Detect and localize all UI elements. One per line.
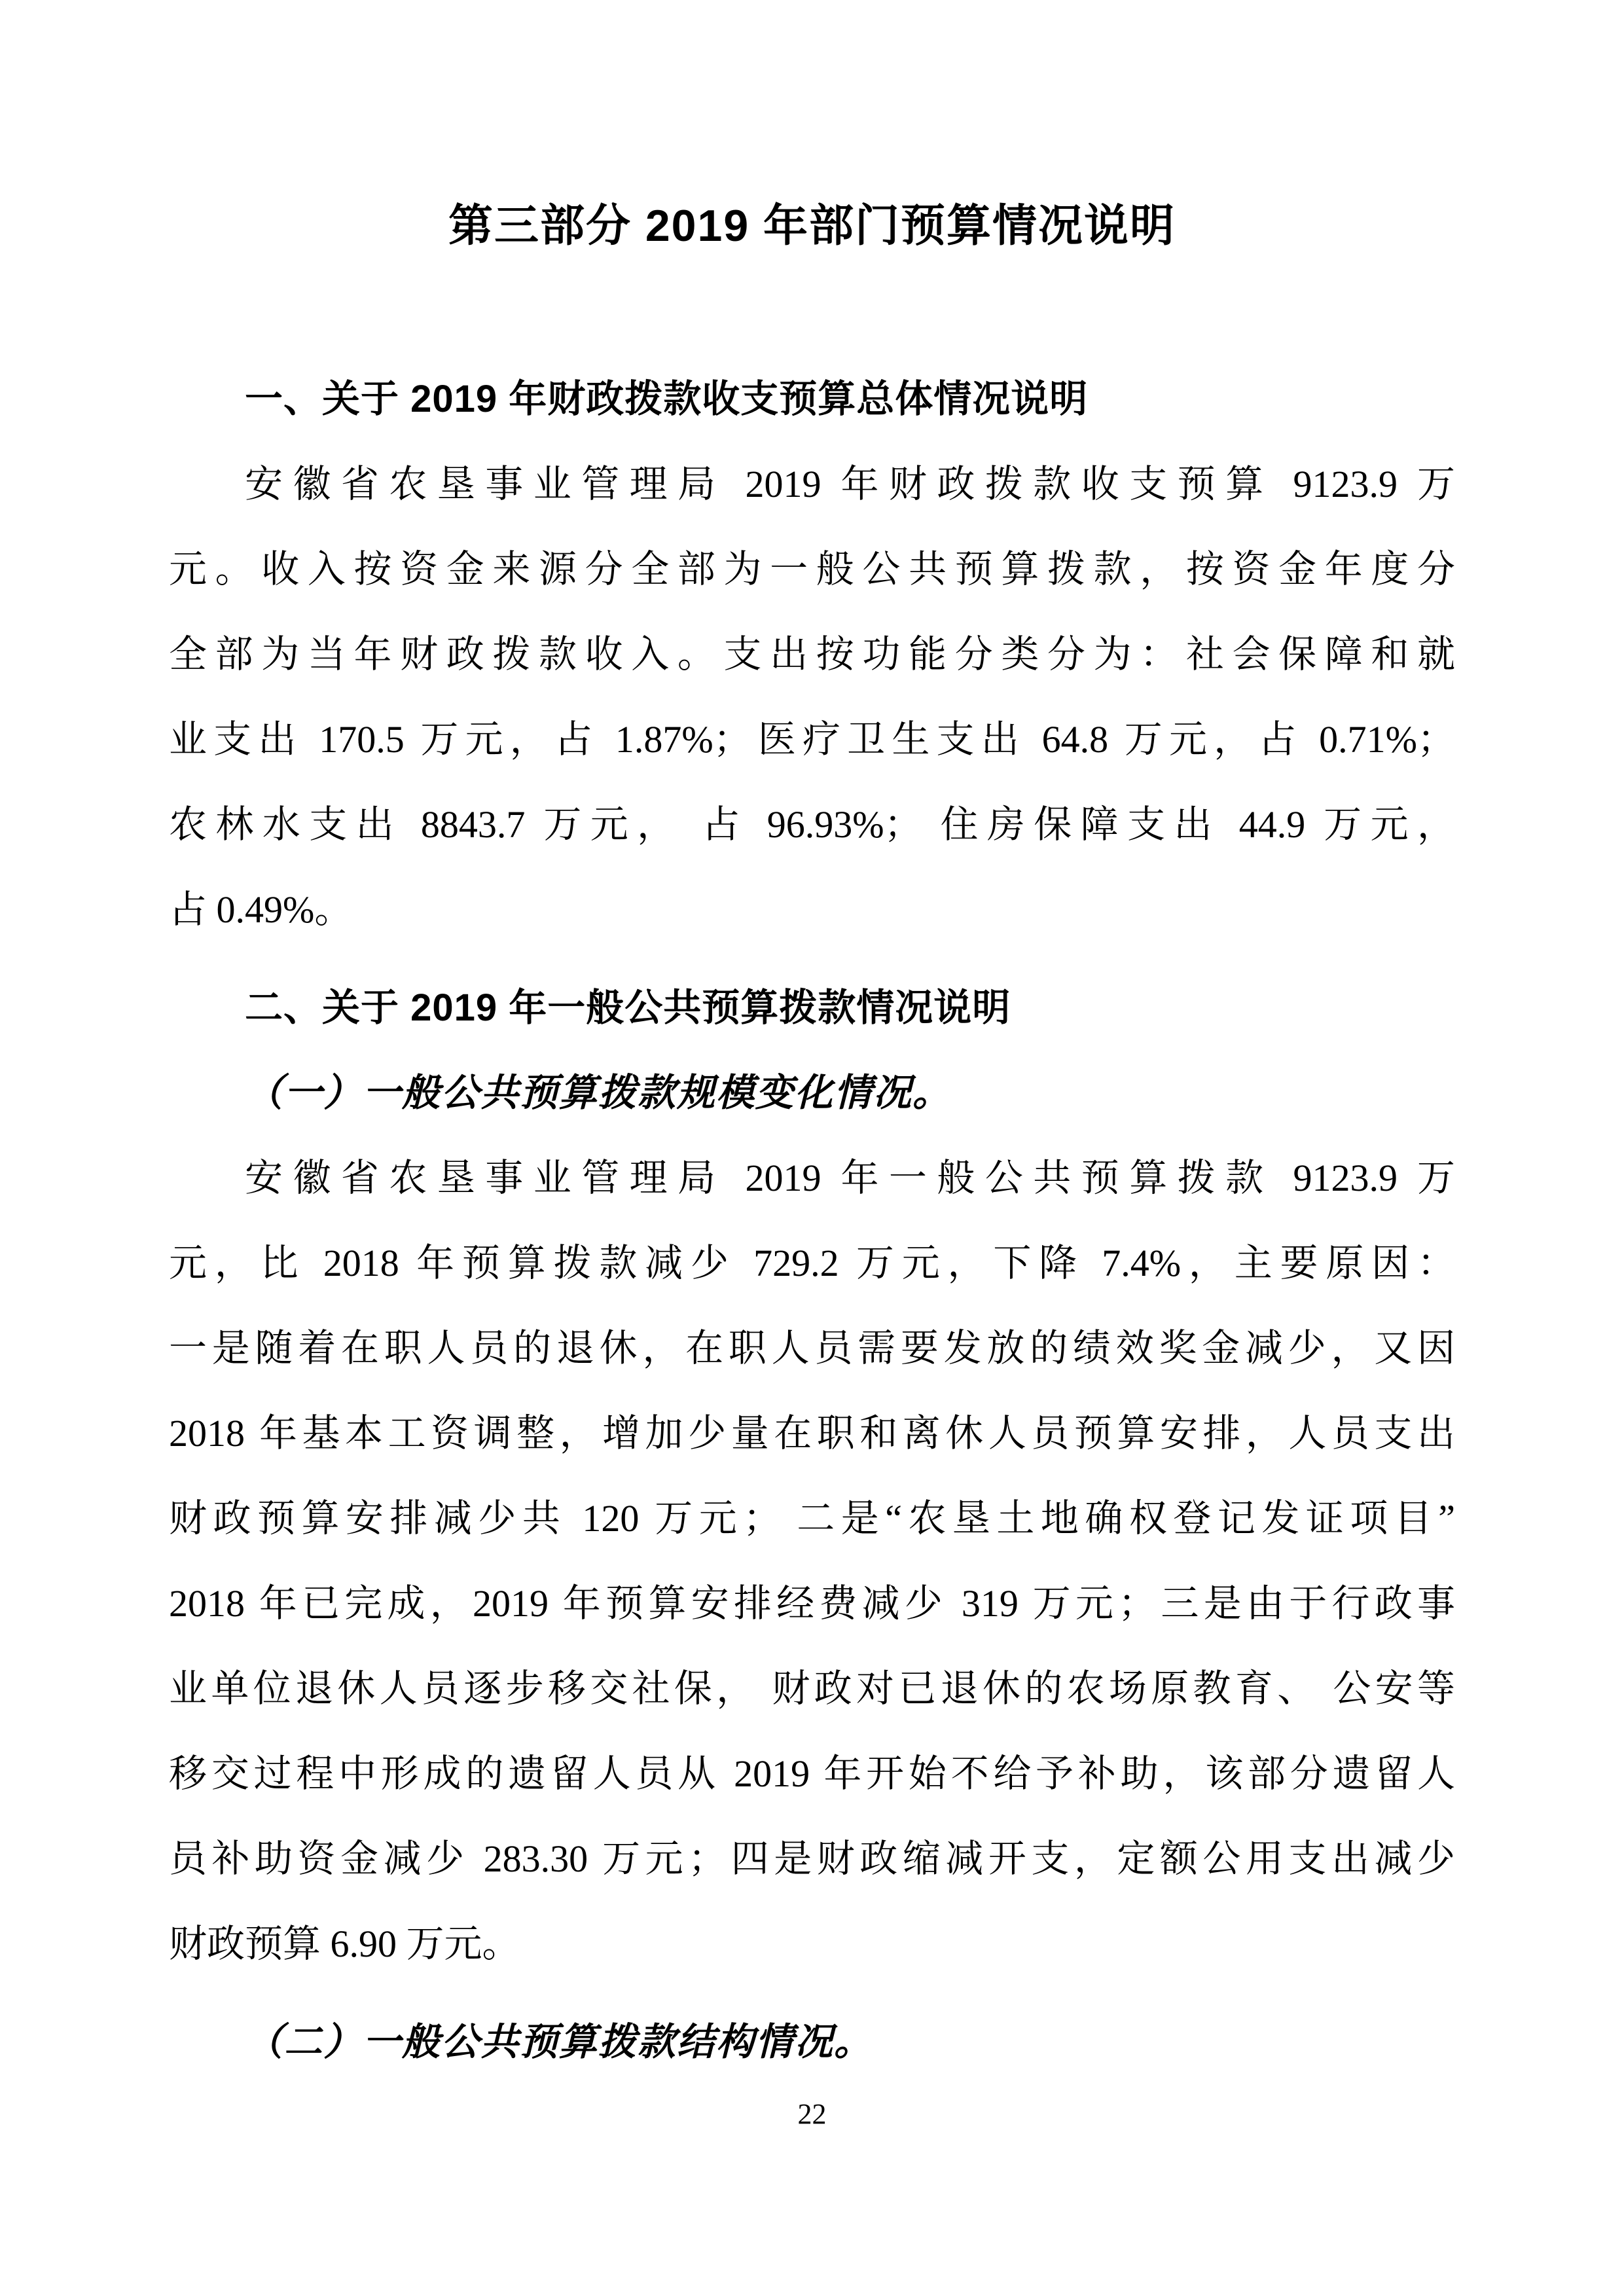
paragraph-2-line-10: 财政预算 6.90 万元。: [169, 1923, 520, 1965]
paragraph-2-line-9: 员补助资金减少 283.30 万元；四是财政缩减开支，定额公用支出减少: [169, 1837, 1455, 1880]
paragraph-1-line-4: 业支出 170.5 万元，占 1.87%；医疗卫生支出 64.8 万元，占 0.71%；: [169, 718, 1455, 761]
paragraph-2-line-3: 一是随着在职人员的退休，在职人员需要发放的绩效奖金减少，又因: [169, 1327, 1455, 1369]
paragraph-1-line-5: 农林水支出 8843.7 万元， 占 96.93%； 住房保障支出 44.9 万元，: [169, 803, 1455, 846]
paragraph-1: [169, 442, 1455, 952]
paragraph-1-line-3: 全部为当年财政拨款收入。支出按功能分类分为：社会保障和就: [169, 633, 1455, 676]
paragraph-2-line-1: 安徽省农垦事业管理局 2019 年一般公共预算拨款 9123.9 万: [245, 1157, 1455, 1199]
paragraph-2-line-8: 移交过程中形成的遗留人员从 2019 年开始不给予补助，该部分遗留人: [169, 1752, 1455, 1795]
paragraph-1-line-6: 占 0.49%。: [169, 888, 353, 931]
paragraph-1-line-1: 安徽省农垦事业管理局 2019 年财政拨款收支预算 9123.9 万: [245, 463, 1455, 505]
section-2-subheading-1: （一）一般公共预算拨款规模变化情况。: [245, 1072, 952, 1114]
page-number: 22: [797, 2098, 827, 2130]
document-title: 第三部分 2019 年部门预算情况说明: [448, 201, 1176, 251]
paragraph-2-line-6: 2018 年已完成，2019 年预算安排经费减少 319 万元；三是由于行政事: [169, 1582, 1455, 1625]
paragraph-2-line-5: 财政预算安排减少共 120 万元； 二是“农垦土地确权登记发证项目”: [169, 1497, 1455, 1540]
paragraph-1-line-2: 元。收入按资金来源分全部为一般公共预算拨款，按资金年度分: [169, 548, 1455, 590]
paragraph-2: [169, 1136, 1455, 1987]
section-2-subheading-2: （二）一般公共预算拨款结构情况。: [245, 2021, 874, 2063]
section-2-heading: 二、关于 2019 年一般公共预算拨款情况说明: [245, 986, 1011, 1029]
paragraph-2-line-2: 元，比 2018 年预算拨款减少 729.2 万元，下降 7.4%，主要原因：: [169, 1242, 1455, 1284]
section-1-heading: 一、关于 2019 年财政拨款收支预算总体情况说明: [245, 378, 1089, 420]
paragraph-2-line-4: 2018 年基本工资调整，增加少量在职和离休人员预算安排，人员支出: [169, 1412, 1455, 1455]
paragraph-2-line-7: 业单位退休人员逐步移交社保， 财政对已退休的农场原教育、 公安等: [169, 1667, 1455, 1710]
